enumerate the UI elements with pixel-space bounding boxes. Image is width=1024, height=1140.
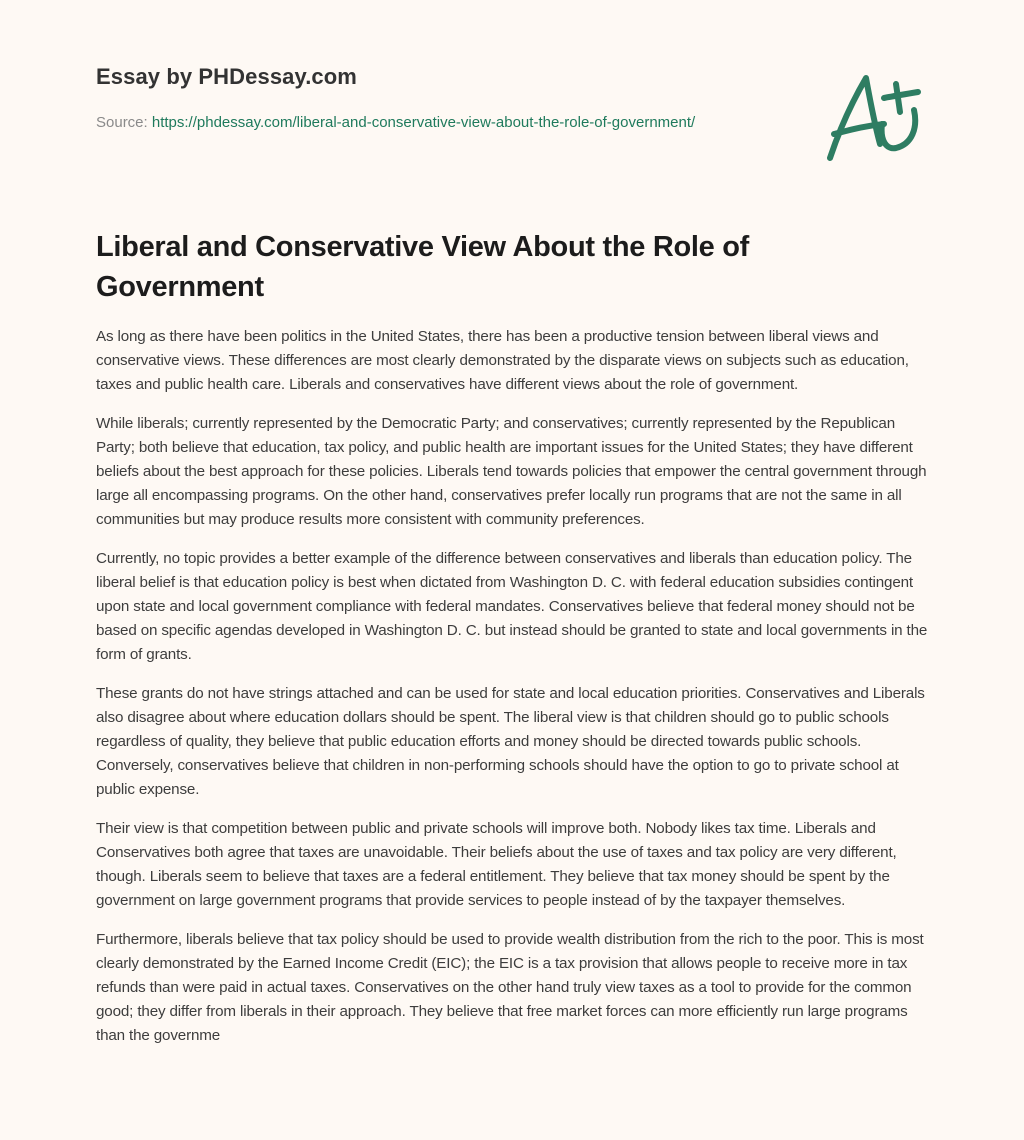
a-plus-grade-icon: [822, 66, 926, 166]
essay-paragraph: While liberals; currently represented by the Democratic Party; and conservatives; currently represented by the Republican Party; both believe that education, tax policy, and public health are important issues for the United States; they have different beliefs about the best approach for these policies. Liberals tend towards policies that empower the central government through large all encompassing programs. On the other hand, conservatives prefer locally run programs that are not the same in all communities but may produce results more consistent with community preferences.: [96, 415, 927, 528]
source-label: Source:: [96, 114, 152, 131]
essay-title: Liberal and Conservative View About the Role of Government: [96, 231, 750, 303]
page-header: [96, 0, 932, 200]
essay-page: [96, 0, 932, 1044]
source-link[interactable]: https://phdessay.com/liberal-and-conservative-view-about-the-role-of-government/: [151, 114, 696, 131]
source-line: [96, 111, 716, 134]
essay-paragraph: As long as there have been politics in the United States, there has been a productive tension between liberal views and conservative views. These differences are most clearly demonstrated by the disparate views on subjects such as education, taxes and public health care. Liberals and conservatives have different views about the role of government.: [96, 328, 909, 393]
essay-paragraph: These grants do not have strings attached and can be used for state and local education priorities. Conservatives and Liberals also disagree about where education dollars should be spent. The liberal view is that children should go to public schools regardless of quality, they believe that public education efforts and money should be directed towards public schools. Conversely, conservatives believe that children in non-performing schools should have the option to go to private school at public expense.: [96, 685, 925, 798]
essay-paragraph: Currently, no topic provides a better example of the difference between conservatives and liberals than education policy. The liberal belief is that education policy is best when dictated from Washington D. C. with federal education subsidies contingent upon state and local government compliance with federal mandates. Conservatives believe that federal money should not be based on specific agendas developed in Washington D. C. but instead should be granted to state and local governments in the form of grants.: [96, 550, 928, 663]
essay-paragraph: Furthermore, liberals believe that tax policy should be used to provide wealth distribution from the rich to the poor. This is most clearly demonstrated by the Earned Income Credit (EIC); the EIC is a tax provision that allows people to receive more in tax refunds than were paid in actual taxes. Conservatives on the other hand truly view taxes as a tool to provide for the common good; they differ from liberals in their approach. They believe that free market forces can more efficiently run large programs than the governme: [96, 931, 924, 1044]
site-title: Essay by PHDessay.com: [96, 64, 357, 89]
essay-body: [96, 325, 932, 1063]
essay-paragraph: Their view is that competition between public and private schools will improve both. Nobody likes tax time. Liberals and Conservatives both agree that taxes are unavoidable. Their beliefs about the use of taxes and tax policy are very different, though. Liberals seem to believe that taxes are a federal entitlement. They believe that tax money should be spent by the government on large government programs that provide services to people instead of by the taxpayer themselves.: [96, 820, 897, 909]
